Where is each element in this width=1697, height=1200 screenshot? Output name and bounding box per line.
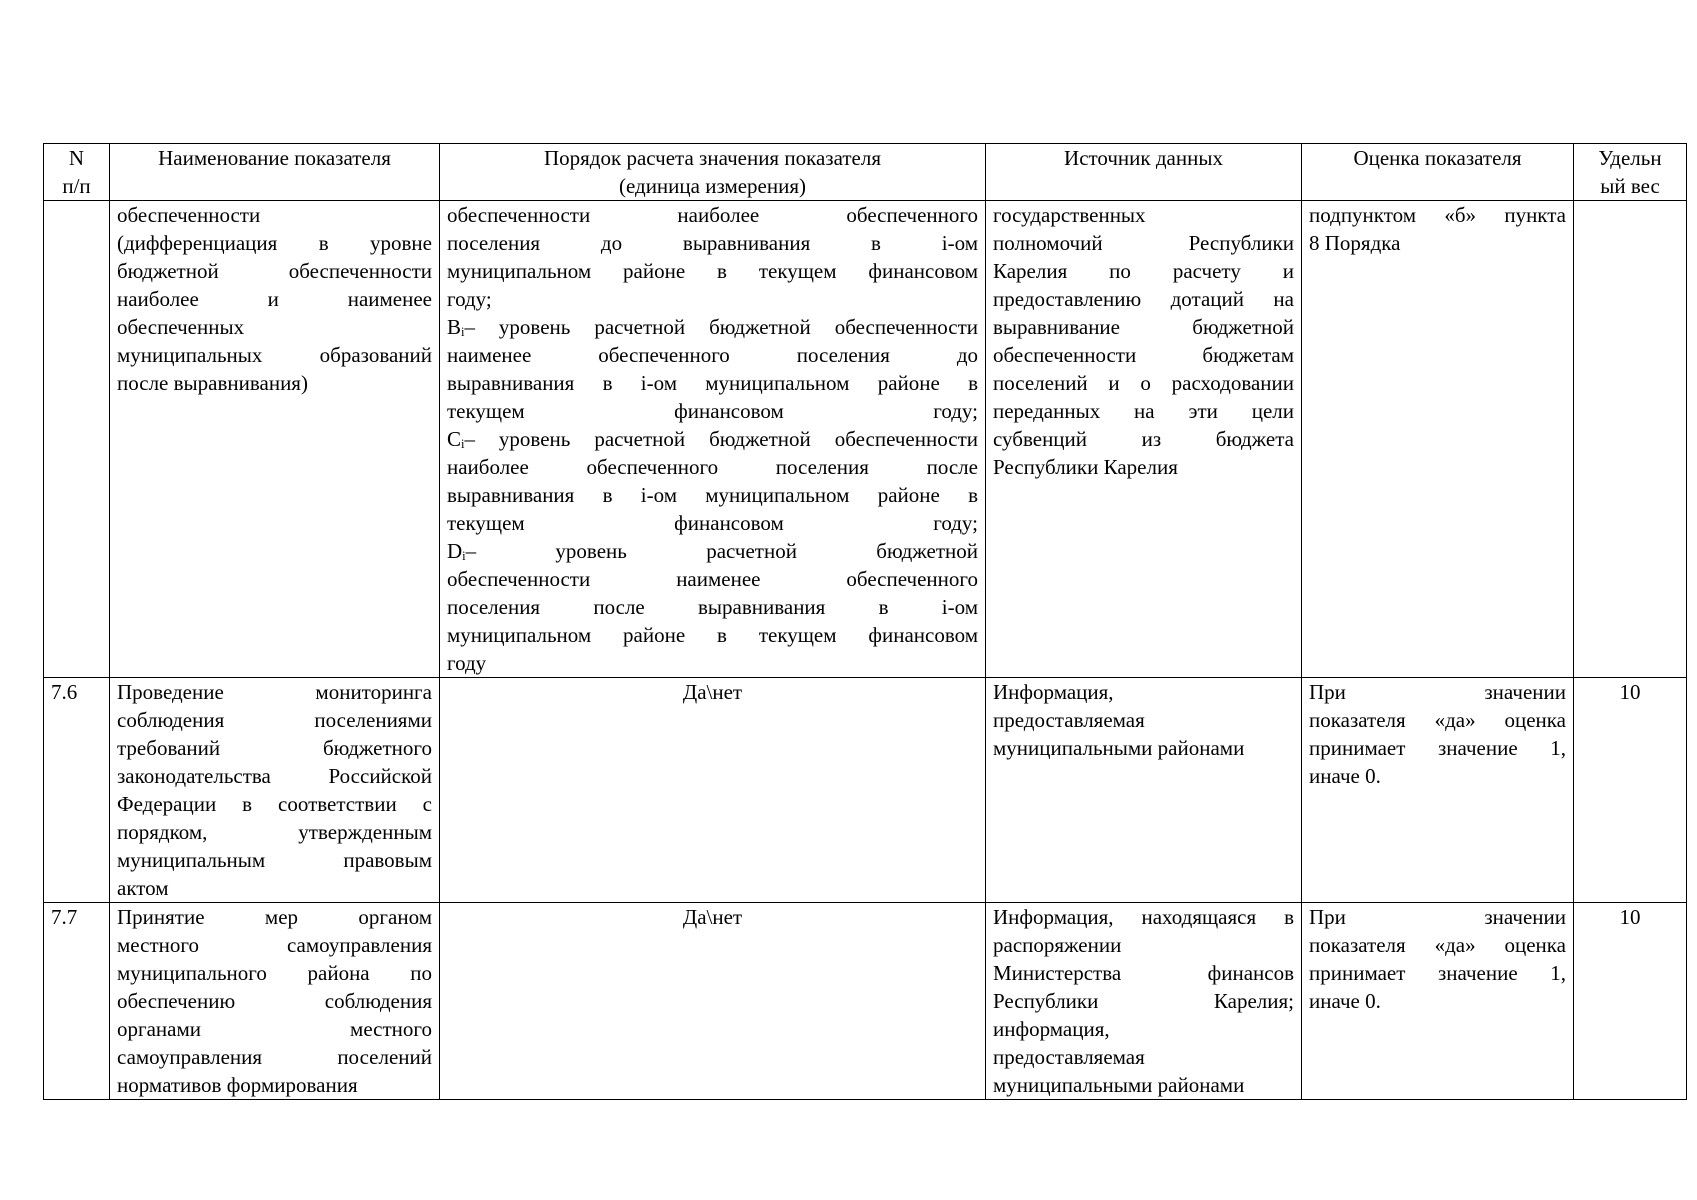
row-number: 7.7 <box>44 903 110 1100</box>
calc-method-line: Bᵢ– уровень расчетной бюджетной обеспеченности <box>447 315 978 339</box>
calc-method-line: текущем финансовом году; <box>447 511 978 535</box>
indicator-name-line: актом <box>117 876 169 900</box>
assessment-line: иначе 0. <box>1309 764 1381 788</box>
header-weight <box>1574 144 1687 201</box>
indicator-name-line: обеспеченности <box>117 203 261 227</box>
assessment-line: иначе 0. <box>1309 989 1381 1013</box>
header-num <box>44 144 110 201</box>
weight <box>1574 201 1687 678</box>
table-row <box>44 903 1687 1100</box>
header-weight-line: ый вес <box>1600 174 1660 198</box>
indicator-name-line: порядком, утвержденным <box>117 820 432 844</box>
indicator-name <box>110 903 440 1100</box>
indicator-name-line: соблюдения поселениями <box>117 708 432 732</box>
calc-method-line: обеспеченности наиболее обеспеченного <box>447 203 978 227</box>
header-calc <box>440 144 986 201</box>
indicator-name <box>110 678 440 903</box>
indicator-name-line: законодательства Российской <box>117 764 432 788</box>
data-source-line: предоставляемая <box>993 1045 1145 1069</box>
data-source-line: поселений и о расходовании <box>993 371 1294 395</box>
indicator-name-line: нормативов формирования <box>117 1073 358 1097</box>
data-source-line: переданных на эти цели <box>993 399 1294 423</box>
data-source <box>986 903 1302 1100</box>
data-source-line: муниципальными районами <box>993 736 1245 760</box>
header-row <box>44 144 1687 201</box>
assessment <box>1302 201 1574 678</box>
calc-method-line: обеспеченности наименее обеспеченного <box>447 567 978 591</box>
indicator-table <box>43 143 1687 1100</box>
indicator-name-line: бюджетной обеспеченности <box>117 259 432 283</box>
data-source-line: субвенций из бюджета <box>993 427 1294 451</box>
assessment <box>1302 903 1574 1100</box>
calc-method-line: муниципальном районе в текущем финансовом <box>447 623 978 647</box>
calc-method-line: наименее обеспеченного поселения до <box>447 343 978 367</box>
data-source-line: предоставляемая <box>993 708 1145 732</box>
indicator-name-line: обеспечению соблюдения <box>117 989 432 1013</box>
header-num-line: п/п <box>62 174 91 198</box>
header-weight-line: Удельн <box>1598 146 1662 170</box>
row-number: 7.6 <box>44 678 110 903</box>
calc-method-line: году <box>447 651 487 675</box>
indicator-name-line: (дифференциация в уровне <box>117 231 432 255</box>
calc-method-line: выравнивания в i-ом муниципальном районе в <box>447 371 978 395</box>
indicator-name-line: самоуправления поселений <box>117 1045 432 1069</box>
indicator-name <box>110 201 440 678</box>
table-body <box>44 201 1687 1100</box>
data-source-line: государственных <box>993 203 1146 227</box>
indicator-name-line: местного самоуправления <box>117 933 432 957</box>
indicator-name-line: требований бюджетного <box>117 736 432 760</box>
data-source-line: предоставлению дотаций на <box>993 287 1294 311</box>
calc-method <box>440 201 986 678</box>
indicator-name-line: органами местного <box>117 1017 432 1041</box>
data-source <box>986 201 1302 678</box>
indicator-name-line: Принятие мер органом <box>117 905 432 929</box>
data-source-line: Министерства финансов <box>993 961 1294 985</box>
assessment-line: показателя «да» оценка <box>1309 708 1566 732</box>
weight: 10 <box>1574 678 1687 903</box>
data-source-line: информация, <box>993 1017 1110 1041</box>
data-source-line: распоряжении <box>993 933 1122 957</box>
calc-method-line: муниципальном районе в текущем финансовом <box>447 259 978 283</box>
calc-method-line: Cᵢ– уровень расчетной бюджетной обеспеченности <box>447 427 978 451</box>
indicator-name-line: наиболее и наименее <box>117 287 432 311</box>
header-name: Наименование показателя <box>110 144 440 201</box>
data-source <box>986 678 1302 903</box>
data-source-line: Информация, <box>993 680 1114 704</box>
assessment-line: При значении <box>1309 905 1566 929</box>
indicator-name-line: Проведение мониторинга <box>117 680 432 704</box>
header-assessment: Оценка показателя <box>1302 144 1574 201</box>
row-number <box>44 201 110 678</box>
assessment <box>1302 678 1574 903</box>
data-source-line: муниципальными районами <box>993 1073 1245 1097</box>
indicator-name-line: после выравнивания) <box>117 371 308 395</box>
indicator-name-line: муниципальных образований <box>117 343 432 367</box>
data-source-line: Карелия по расчету и <box>993 259 1294 283</box>
data-source-line: выравнивание бюджетной <box>993 315 1294 339</box>
calc-method-line: поселения до выравнивания в i-ом <box>447 231 978 255</box>
assessment-line: подпунктом «б» пункта <box>1309 203 1566 227</box>
assessment-line: 8 Порядка <box>1309 231 1401 255</box>
calc-method-line: выравнивания в i-ом муниципальном районе в <box>447 483 978 507</box>
header-calc-line: (единица измерения) <box>618 174 807 198</box>
calc-method-line: наиболее обеспеченного поселения после <box>447 455 978 479</box>
data-source-line: Республики Карелия <box>993 455 1178 479</box>
header-source: Источник данных <box>986 144 1302 201</box>
calc-method-line: поселения после выравнивания в i-ом <box>447 595 978 619</box>
assessment-line: показателя «да» оценка <box>1309 933 1566 957</box>
calc-method: Да\нет <box>440 903 986 1100</box>
indicator-name-line: обеспеченных <box>117 315 245 339</box>
data-source-line: полномочий Республики <box>993 231 1294 255</box>
assessment-line: принимает значение 1, <box>1309 961 1566 985</box>
weight: 10 <box>1574 903 1687 1100</box>
header-calc-line: Порядок расчета значения показателя <box>543 146 881 170</box>
calc-method-line: текущем финансовом году; <box>447 399 978 423</box>
calc-method-line: Dᵢ– уровень расчетной бюджетной <box>447 539 978 563</box>
data-source-line: обеспеченности бюджетам <box>993 343 1294 367</box>
data-source-line: Республики Карелия; <box>993 989 1294 1013</box>
indicator-name-line: муниципального района по <box>117 961 432 985</box>
assessment-line: При значении <box>1309 680 1566 704</box>
table-row <box>44 201 1687 678</box>
header-num-line: N <box>68 146 85 170</box>
calc-method: Да\нет <box>440 678 986 903</box>
assessment-line: принимает значение 1, <box>1309 736 1566 760</box>
indicator-name-line: муниципальным правовым <box>117 848 432 872</box>
data-source-line: Информация, находящаяся в <box>993 905 1294 929</box>
indicator-name-line: Федерации в соответствии с <box>117 792 432 816</box>
table-row <box>44 678 1687 903</box>
calc-method-line: году; <box>447 287 492 311</box>
